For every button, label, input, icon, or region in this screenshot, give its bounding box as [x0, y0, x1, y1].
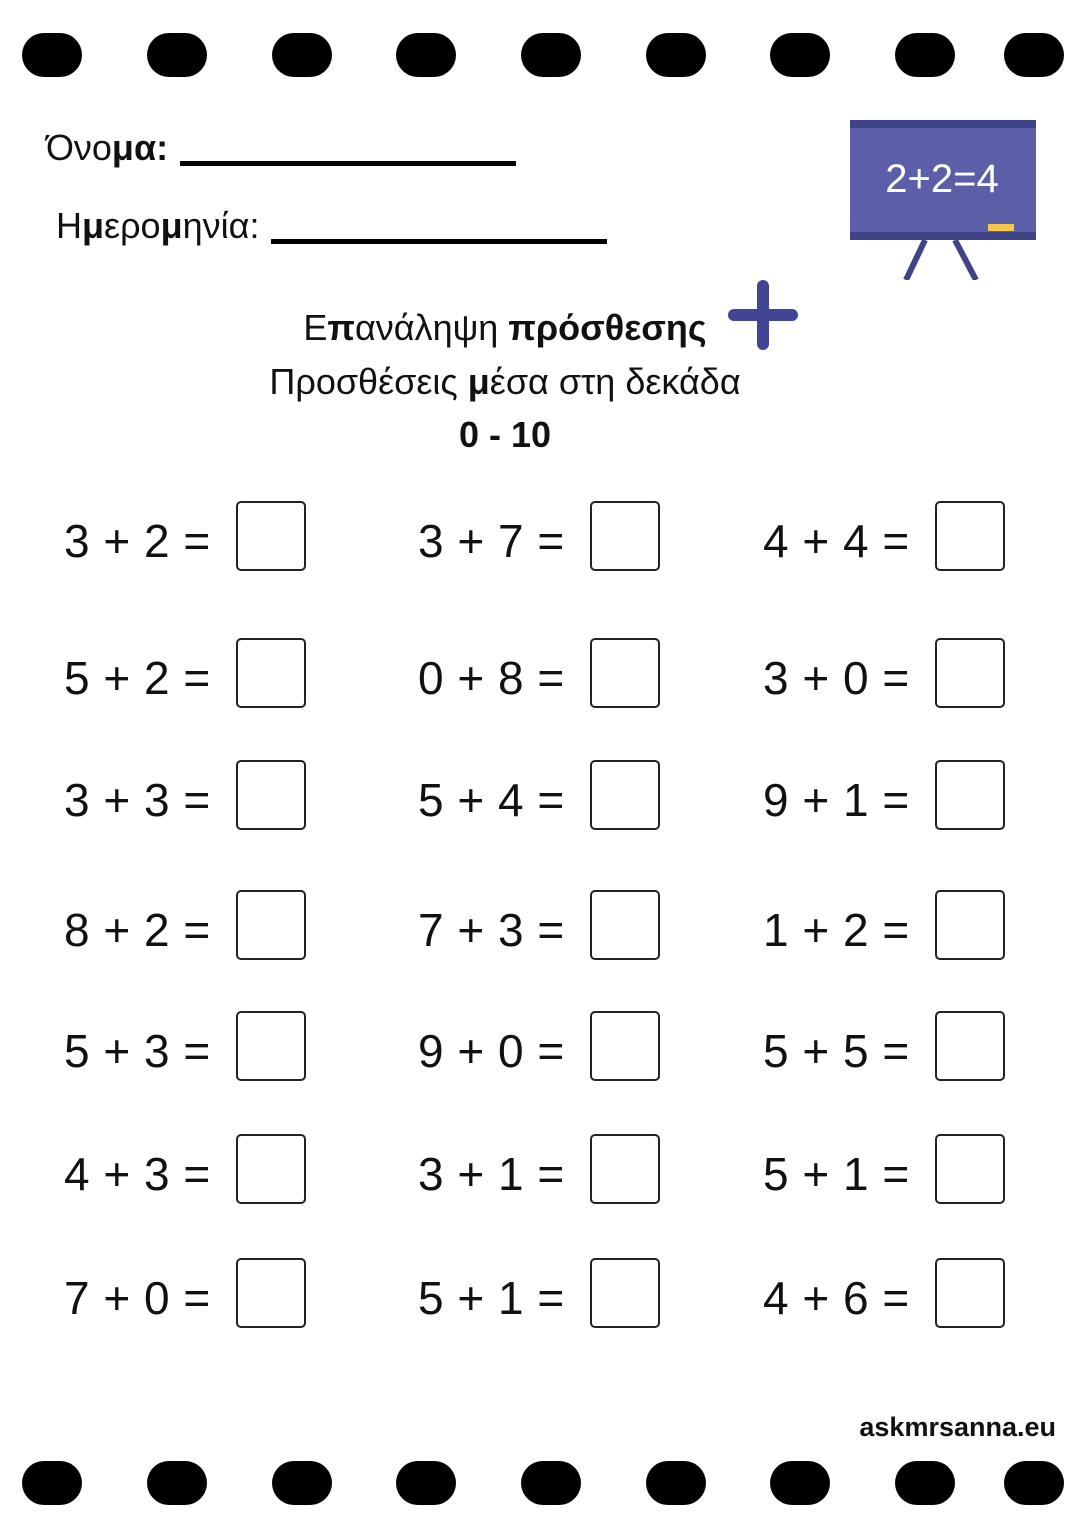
dash — [147, 1461, 207, 1505]
problem-expression: 3 + 0 = — [763, 652, 910, 704]
dash — [272, 1461, 332, 1505]
dash — [396, 33, 456, 77]
answer-box[interactable] — [236, 501, 306, 571]
dash — [272, 33, 332, 77]
dash — [521, 33, 581, 77]
addition-problem — [418, 890, 662, 960]
problem-expression: 5 + 5 = — [763, 1025, 910, 1077]
addition-problem — [418, 501, 662, 571]
addition-problem — [64, 890, 308, 960]
answer-box[interactable] — [590, 638, 660, 708]
addition-problem — [418, 760, 662, 830]
answer-box[interactable] — [590, 1011, 660, 1081]
problem-expression: 7 + 0 = — [64, 1272, 211, 1324]
problem-expression: 4 + 6 = — [763, 1272, 910, 1324]
dash — [895, 33, 955, 77]
addition-problem — [64, 1134, 308, 1204]
problem-expression: 8 + 2 = — [64, 904, 211, 956]
addition-problem — [64, 1258, 308, 1328]
name-label: Όνομα: — [46, 127, 169, 168]
addition-problem — [418, 638, 662, 708]
problem-expression: 3 + 3 = — [64, 774, 211, 826]
answer-box[interactable] — [236, 1134, 306, 1204]
problem-expression: 3 + 2 = — [64, 515, 211, 567]
dash — [770, 1461, 830, 1505]
answer-box[interactable] — [935, 1134, 1005, 1204]
problem-expression: 3 + 7 = — [418, 515, 565, 567]
addition-problem — [763, 1011, 1007, 1081]
website-footer: askmrsanna.eu — [859, 1412, 1056, 1442]
addition-problem — [64, 638, 308, 708]
blackboard-icon — [850, 120, 1036, 280]
dash — [1004, 33, 1064, 77]
dash — [646, 33, 706, 77]
number-range: 0 - 10 — [458, 414, 552, 455]
answer-box[interactable] — [236, 638, 306, 708]
addition-problem — [763, 890, 1007, 960]
addition-problem — [418, 1134, 662, 1204]
dash — [147, 33, 207, 77]
answer-box[interactable] — [935, 501, 1005, 571]
answer-box[interactable] — [236, 1011, 306, 1081]
problem-expression: 9 + 1 = — [763, 774, 910, 826]
addition-problem — [763, 638, 1007, 708]
answer-box[interactable] — [590, 1258, 660, 1328]
answer-box[interactable] — [935, 1258, 1005, 1328]
name-field — [46, 128, 516, 168]
problem-expression: 5 + 4 = — [418, 774, 565, 826]
addition-problem — [64, 501, 308, 571]
problem-expression: 5 + 1 = — [418, 1272, 565, 1324]
addition-problem — [418, 1258, 662, 1328]
dash — [521, 1461, 581, 1505]
dash — [895, 1461, 955, 1505]
answer-box[interactable] — [590, 1134, 660, 1204]
problem-expression: 5 + 3 = — [64, 1025, 211, 1077]
answer-box[interactable] — [935, 1011, 1005, 1081]
dash — [22, 1461, 82, 1505]
answer-box[interactable] — [590, 501, 660, 571]
problem-expression: 7 + 3 = — [418, 904, 565, 956]
problem-expression: 3 + 1 = — [418, 1148, 565, 1200]
bottom-dash-border — [0, 1461, 1086, 1505]
addition-problem — [763, 760, 1007, 830]
answer-box[interactable] — [590, 760, 660, 830]
problem-expression: 5 + 1 = — [763, 1148, 910, 1200]
addition-problem — [64, 1011, 308, 1081]
problem-expression: 4 + 3 = — [64, 1148, 211, 1200]
blackboard-equation: 2+2=4 — [885, 157, 999, 201]
problem-expression: 5 + 2 = — [64, 652, 211, 704]
worksheet-title: Επανάληψη πρόσθεσης — [303, 307, 707, 348]
addition-problem — [763, 501, 1007, 571]
answer-box[interactable] — [236, 890, 306, 960]
worksheet-subtitle: Προσθέσεις μέσα στη δεκάδα — [269, 361, 741, 402]
dash — [646, 1461, 706, 1505]
addition-problem — [418, 1011, 662, 1081]
addition-problem — [763, 1258, 1007, 1328]
problem-expression: 4 + 4 = — [763, 515, 910, 567]
addition-problem — [763, 1134, 1007, 1204]
problem-expression: 1 + 2 = — [763, 904, 910, 956]
problem-expression: 9 + 0 = — [418, 1025, 565, 1077]
problem-expression: 0 + 8 = — [418, 652, 565, 704]
dash — [770, 33, 830, 77]
answer-box[interactable] — [236, 1258, 306, 1328]
answer-box[interactable] — [935, 638, 1005, 708]
addition-problem — [64, 760, 308, 830]
dash — [1004, 1461, 1064, 1505]
name-line[interactable] — [180, 161, 516, 166]
date-label: Ημερομηνία: — [56, 205, 260, 246]
answer-box[interactable] — [935, 890, 1005, 960]
answer-box[interactable] — [935, 760, 1005, 830]
answer-box[interactable] — [236, 760, 306, 830]
date-field — [56, 206, 607, 246]
answer-box[interactable] — [590, 890, 660, 960]
plus-icon — [728, 280, 798, 350]
dash — [396, 1461, 456, 1505]
date-line[interactable] — [271, 239, 607, 244]
dash — [22, 33, 82, 77]
top-dash-border — [0, 33, 1086, 77]
